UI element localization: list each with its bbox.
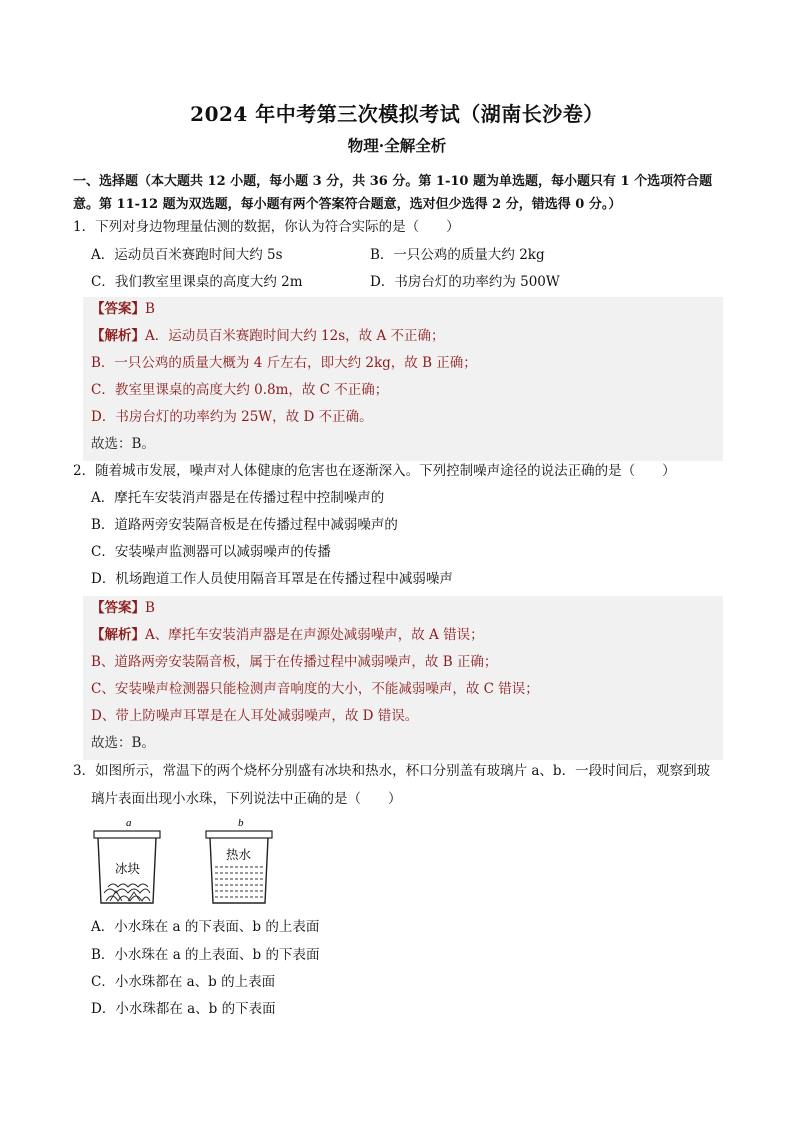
q1-analysis-line-1 (91, 326, 444, 346)
q3-option-d: D．小水珠都在 a、b 的下表面 (91, 1001, 276, 1017)
q2-analysis-line-4: D、带上防噪声耳罩是在人耳处减弱噪声，故 D 错误。 (91, 708, 419, 724)
glass-label-a: a (126, 817, 132, 829)
beaker-a-label: 冰块 (115, 861, 141, 876)
beakers-figure (88, 815, 288, 907)
q1-analysis-line-2: B．一只公鸡的质量大概为 4 斤左右，即大约 2kg，故 B 正确； (91, 355, 477, 371)
q1-answer (91, 299, 155, 319)
glass-plate-b (206, 831, 272, 838)
q1-conclusion: 故选：B。 (91, 436, 155, 452)
q1-option-c: C．我们教室里课桌的高度大约 2m (91, 274, 303, 290)
q3-stem-line-2: 璃片表面出现小水珠，下列说法中正确的是（ ） (91, 791, 402, 807)
q2-answer-box (83, 596, 723, 760)
glass-label-b: b (238, 817, 244, 829)
q2-analysis-line-3: C、安装噪声检测器只能检测声音响度的大小，不能减弱噪声，故 C 错误； (91, 681, 539, 697)
q1-option-a: A．运动员百米赛跑时间大约 5s (91, 247, 283, 263)
q2-conclusion: 故选：B。 (91, 735, 155, 751)
q2-option-c: C．安装噪声监测器可以减弱噪声的传播 (91, 544, 331, 560)
page-title: 2024 年中考第三次模拟考试（湖南长沙卷） (190, 102, 604, 126)
q2-option-b: B．道路两旁安装隔音板是在传播过程中减弱噪声的 (91, 517, 398, 533)
glass-plate-a (94, 831, 160, 838)
q2-option-a: A．摩托车安装消声器是在传播过程中控制噪声的 (91, 490, 385, 506)
q1-analysis-text-1: A．运动员百米赛跑时间大约 12s，故 A 不正确； (145, 328, 445, 344)
q3-option-b: B．小水珠在 a 的上表面、b 的下表面 (91, 947, 320, 963)
q1-analysis-tag: 【解析】 (91, 328, 145, 344)
q1-analysis-line-3: C．教室里课桌的高度大约 0.8m，故 C 不正确； (91, 382, 389, 398)
q2-answer (91, 598, 155, 618)
page-subtitle: 物理·全解全析 (347, 136, 447, 155)
q2-answer-value: B (145, 600, 155, 616)
q1-answer-box (83, 297, 723, 461)
ice-cubes (104, 884, 150, 901)
q3-stem-line-1: 3．如图所示，常温下的两个烧杯分别盛有冰块和热水，杯口分别盖有玻璃片 a、b．一段时间后，观察到玻 (73, 763, 711, 779)
q2-analysis-line-2: B、道路两旁安装隔音板，属于在传播过程中减弱噪声，故 B 正确； (91, 654, 498, 670)
hot-water (215, 867, 263, 897)
q2-analysis-tag: 【解析】 (91, 627, 145, 643)
beaker-b-label: 热水 (226, 847, 252, 862)
q3-option-c: C．小水珠都在 a、b 的上表面 (91, 974, 276, 990)
q1-stem: 1．下列对身边物理量估测的数据，你认为符合实际的是（ ） (73, 219, 460, 235)
q1-answer-value: B (145, 301, 155, 317)
q1-analysis-line-4: D．书房台灯的功率约为 25W，故 D 不正确。 (91, 409, 373, 425)
q1-answer-tag: 【答案】 (91, 301, 145, 317)
q3-option-a: A．小水珠在 a 的下表面、b 的上表面 (91, 919, 320, 935)
q2-stem: 2．随着城市发展，噪声对人体健康的危害也在逐渐深入。下列控制噪声途径的说法正确的是（ ） (73, 463, 676, 479)
q1-option-d: D．书房台灯的功率约为 500W (370, 274, 560, 290)
q2-analysis-text-1: A、摩托车安装消声器是在声源处减弱噪声，故 A 错误； (145, 627, 484, 643)
section-header: 一、选择题（本大题共 12 小题，每小题 3 分，共 36 分。第 1-10 题为单选题，每小题只有 1 个选项符合题意。第 11-12 题为双选题，每小题有两个答案符合题意，选对但少选得 2 分，错选得 0 分。） (73, 174, 713, 212)
q2-option-d: D．机场跑道工作人员使用隔音耳罩是在传播过程中减弱噪声 (91, 571, 453, 587)
q2-answer-tag: 【答案】 (91, 600, 145, 616)
q1-option-b: B．一只公鸡的质量大约 2kg (370, 247, 545, 263)
q2-analysis-line-1 (91, 625, 484, 645)
